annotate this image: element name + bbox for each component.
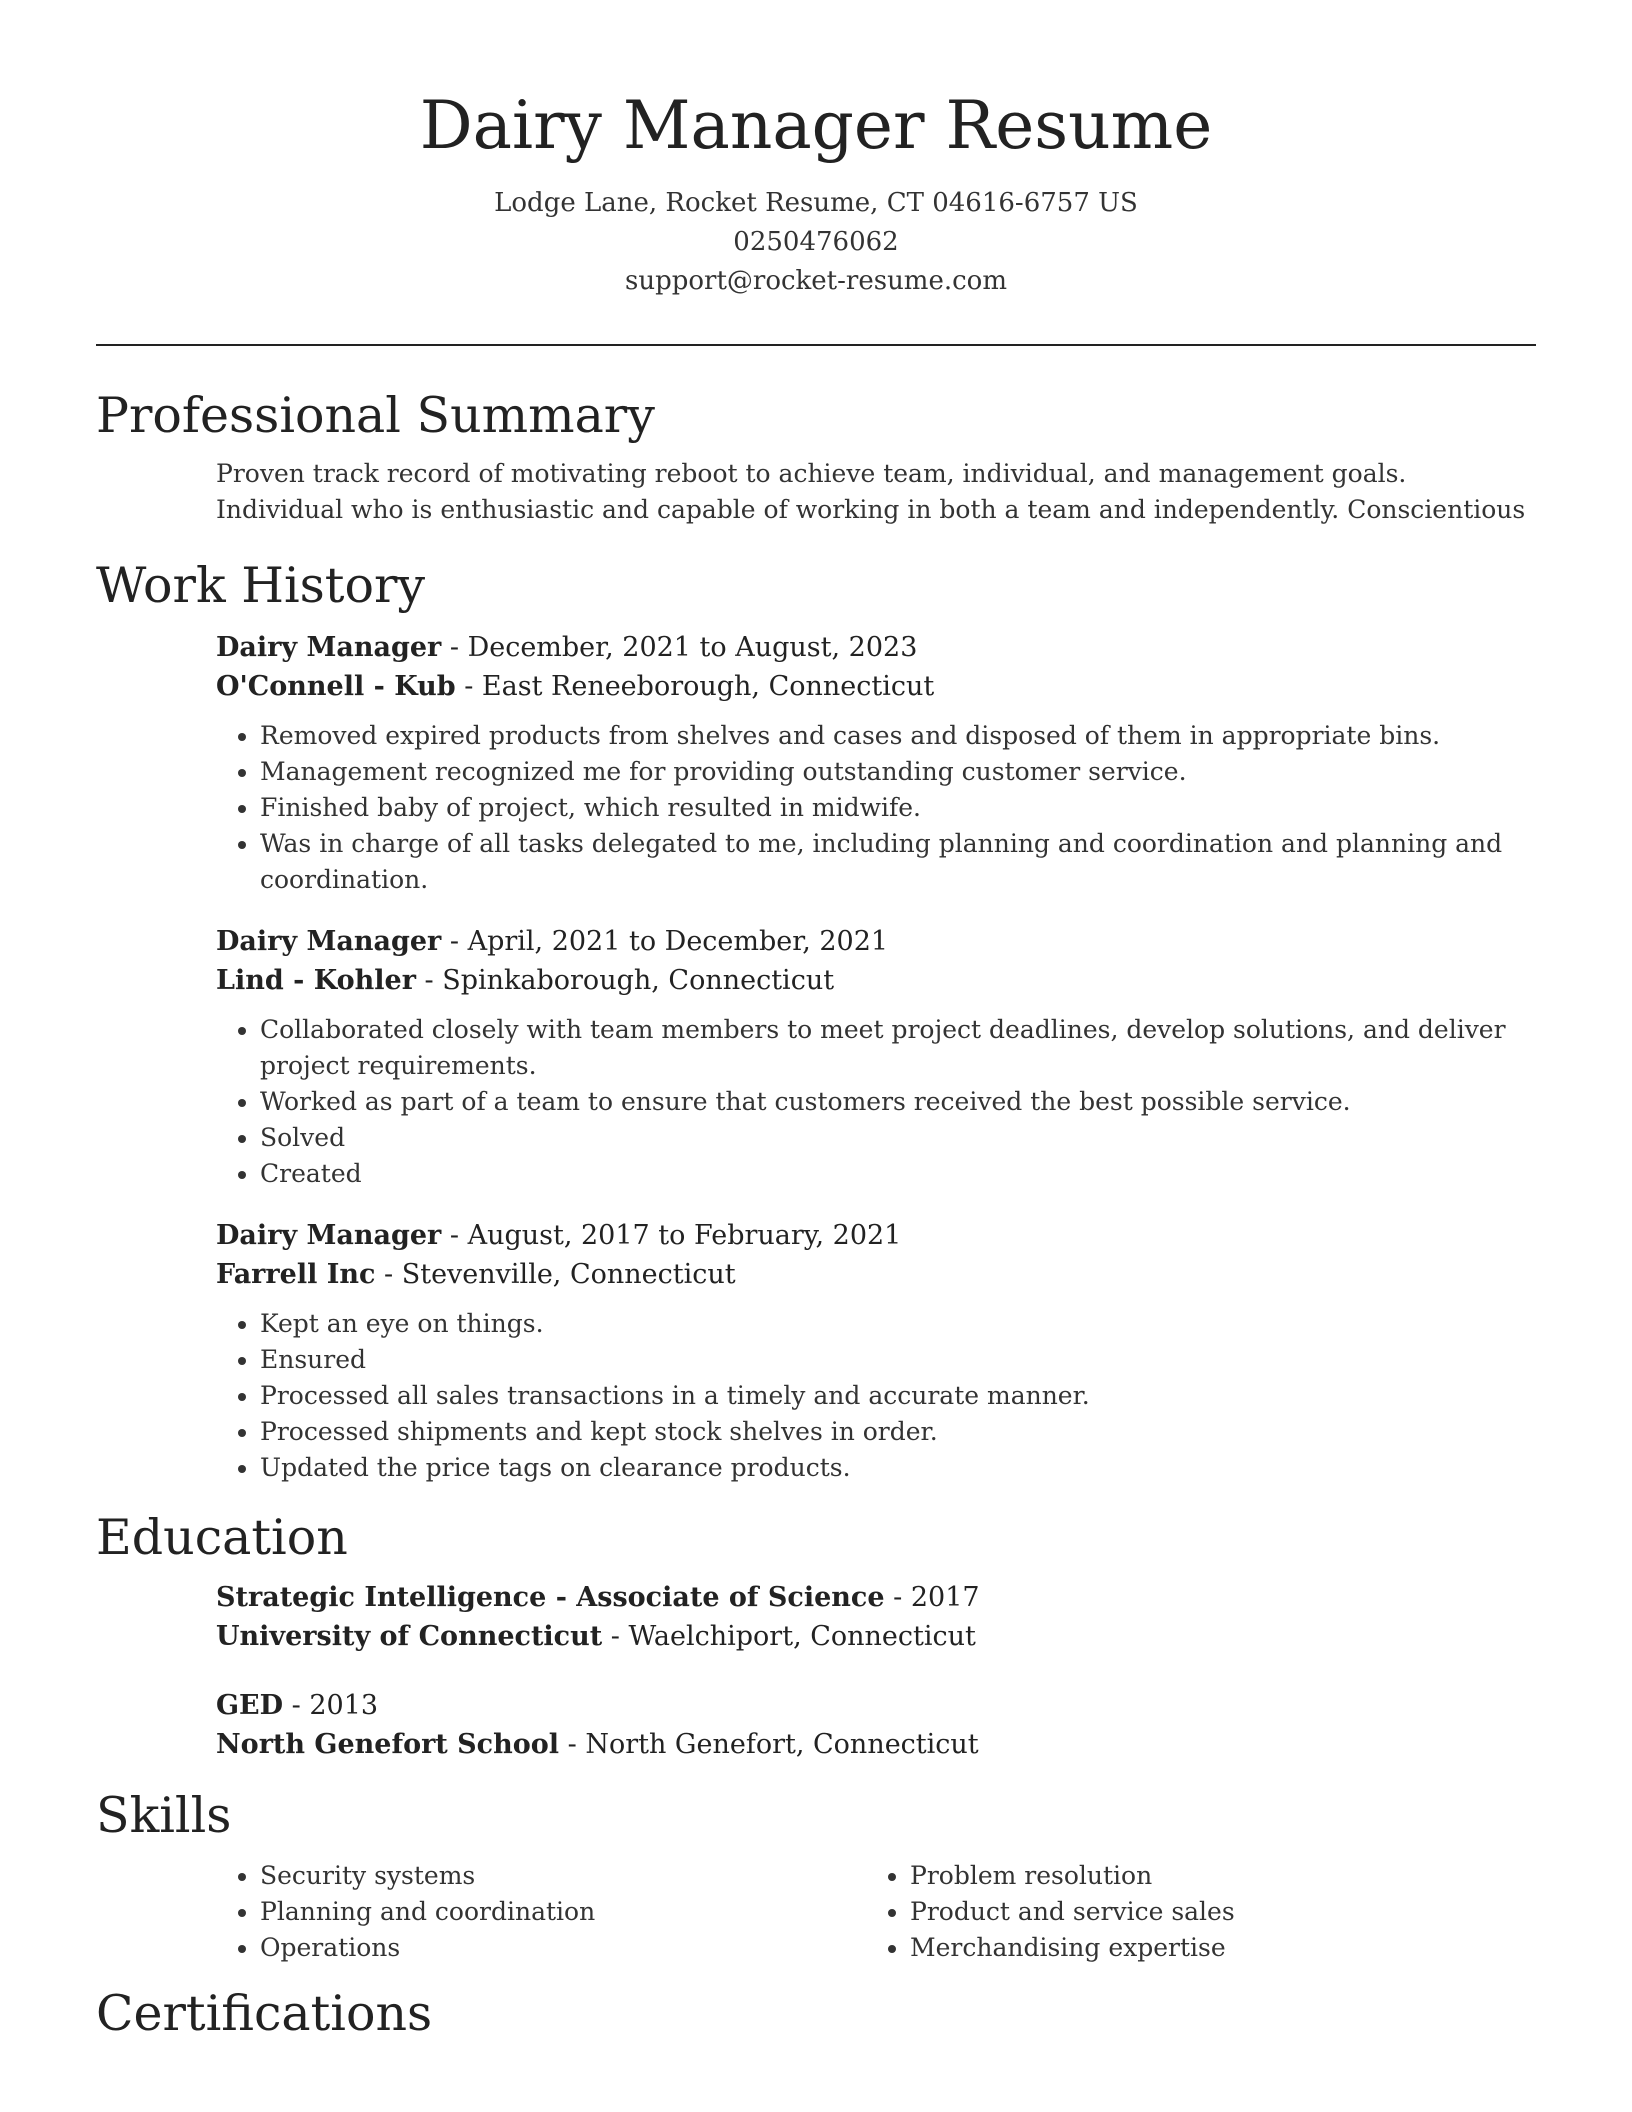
job-location: - Stevenville, Connecticut (375, 1259, 736, 1290)
skills-column-right (866, 1858, 1516, 1966)
skills-column-left (216, 1858, 866, 1966)
list-item: • Product and service sales (910, 1894, 1516, 1930)
job-title-line (216, 628, 1536, 667)
job-dates: - December, 2021 to August, 2023 (441, 632, 918, 663)
list-item: • Updated the price tags on clearance products. (260, 1450, 1536, 1486)
job-company: Lind - Kohler (216, 965, 416, 996)
job-location: - Spinkaborough, Connecticut (415, 965, 835, 996)
education-degree: GED (216, 1690, 284, 1721)
list-item: • Planning and coordination (260, 1894, 866, 1930)
education-section (96, 1508, 1536, 1764)
education-year: - 2013 (283, 1690, 379, 1721)
certifications-section (96, 1984, 1536, 2044)
certifications-heading: Certifications (96, 1985, 433, 2042)
list-item: • Solved (260, 1120, 1536, 1156)
job-location: - East Reneeborough, Connecticut (455, 671, 935, 702)
education-location: - North Genefort, Connecticut (559, 1729, 979, 1760)
page-title: Dairy Manager Resume (419, 87, 1213, 164)
summary-text: Proven track record of motivating reboot to achieve team, individual, and management goals. Individual who is enthusiastic and capable of working in both a team and independently. Conscientious (216, 459, 1526, 524)
job-bullets (216, 1306, 1536, 1486)
education-school: North Genefort School (216, 1729, 560, 1760)
job-title-line (216, 1216, 1536, 1255)
contact-phone: 0250476062 (733, 227, 899, 257)
list-item: • Merchandising expertise (910, 1930, 1516, 1966)
list-item: • Finished baby of project, which resulted in midwife. (260, 790, 1536, 826)
work-history-heading: Work History (96, 557, 426, 614)
skills-grid (216, 1858, 1536, 1966)
job-title-line (216, 922, 1536, 961)
list-item: • Ensured (260, 1342, 1536, 1378)
list-item: • Operations (260, 1930, 866, 1966)
education-heading: Education (96, 1509, 348, 1566)
summary-heading: Professional Summary (96, 387, 655, 444)
job-dates: - April, 2021 to December, 2021 (441, 926, 889, 957)
list-item: • Worked as part of a team to ensure that customers received the best possible service. (260, 1084, 1536, 1120)
job-company-line (216, 961, 1536, 1000)
job-company: Farrell Inc (216, 1259, 376, 1290)
job-company-line (216, 667, 1536, 706)
list-item: • Was in charge of all tasks delegated to me, including planning and coordination and planning and coordination. (260, 826, 1536, 898)
contact-address: Lodge Lane, Rocket Resume, CT 04616-6757 US (494, 188, 1138, 218)
header-divider (96, 344, 1536, 346)
skills-section (96, 1786, 1536, 1966)
list-item: • Processed shipments and kept stock shelves in order. (260, 1414, 1536, 1450)
job-title: Dairy Manager (216, 926, 442, 957)
education-location: - Waelchiport, Connecticut (602, 1621, 976, 1652)
work-history-section (96, 556, 1536, 1486)
education-year: - 2017 (884, 1582, 980, 1613)
resume-page (96, 0, 1536, 2044)
job-company-line (216, 1255, 1536, 1294)
job-bullets (216, 718, 1536, 898)
skills-list-right (866, 1858, 1516, 1966)
job-entry (216, 922, 1536, 1192)
education-degree-line (216, 1686, 1536, 1725)
list-item: • Created (260, 1156, 1536, 1192)
job-title: Dairy Manager (216, 632, 442, 663)
skills-list-left (216, 1858, 866, 1966)
education-school-line (216, 1725, 1536, 1764)
job-title: Dairy Manager (216, 1220, 442, 1251)
education-entry (216, 1686, 1536, 1764)
education-school: University of Connecticut (216, 1621, 603, 1652)
contact-email: support@rocket-resume.com (624, 266, 1007, 296)
list-item: • Kept an eye on things. (260, 1306, 1536, 1342)
job-company: O'Connell - Kub (216, 671, 456, 702)
education-degree: Strategic Intelligence - Associate of Science (216, 1582, 885, 1613)
list-item: • Removed expired products from shelves and cases and disposed of them in appropriate bins. (260, 718, 1536, 754)
job-bullets (216, 1012, 1536, 1192)
list-item: • Security systems (260, 1858, 866, 1894)
skills-heading: Skills (96, 1787, 232, 1844)
resume-header (96, 0, 1536, 301)
list-item: • Collaborated closely with team members to meet project deadlines, develop solutions, and deliver project requirements. (260, 1012, 1536, 1084)
list-item: • Management recognized me for providing outstanding customer service. (260, 754, 1536, 790)
job-entry (216, 1216, 1536, 1486)
education-entry (216, 1578, 1536, 1656)
job-dates: - August, 2017 to February, 2021 (441, 1220, 902, 1251)
education-school-line (216, 1617, 1536, 1656)
job-entry (216, 628, 1536, 898)
list-item: • Processed all sales transactions in a timely and accurate manner. (260, 1378, 1536, 1414)
list-item: • Problem resolution (910, 1858, 1516, 1894)
education-degree-line (216, 1578, 1536, 1617)
summary-section (96, 386, 1536, 528)
